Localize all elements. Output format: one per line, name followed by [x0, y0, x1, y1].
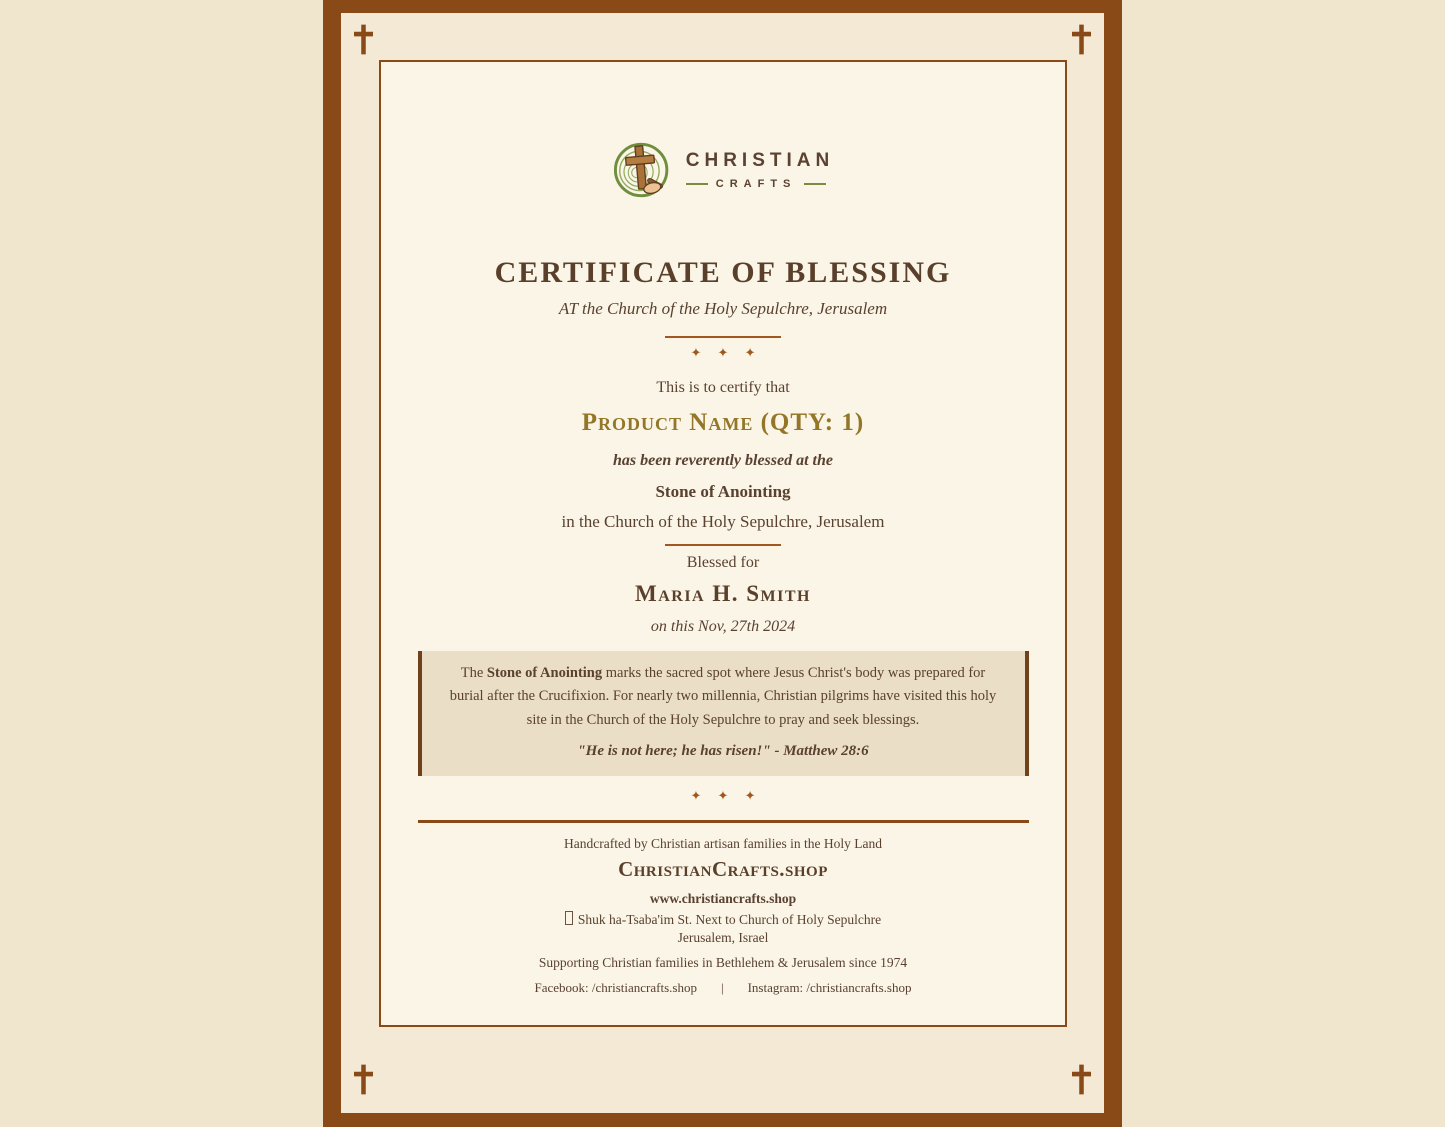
info-text-bold: Stone of Anointing: [486, 664, 603, 681]
corner-cross-bottom-right-icon: [1072, 1064, 1091, 1095]
bible-verse: "He is not here; he has risen!" - Matthew 28:6: [577, 743, 869, 760]
outer-brown-frame: [323, 0, 1122, 1127]
logo-wordmark: [686, 150, 834, 190]
diamond-ornament: ✦ ✦ ✦: [690, 789, 756, 805]
logo-brand-sub-label: CRAFTS: [715, 178, 797, 190]
corner-cross-top-left-icon: [354, 24, 373, 55]
certificate-subtitle: AT the Church of the Holy Sepulchre, Jerusalem: [558, 299, 888, 318]
divider-long: [418, 820, 1029, 823]
address-line-1-text: Shuk ha-Tsaba'im St. Next to Church of Holy Sepulchre: [577, 911, 882, 927]
inner-mat: [341, 13, 1104, 1113]
recipient-name: Maria H. Smith: [635, 580, 811, 606]
logo-brand-sub: [686, 178, 834, 190]
logo-cross-tree-ring-icon: [612, 140, 672, 200]
blessed-line: has been reverently blessed at the: [613, 451, 833, 469]
info-text-lead: The: [460, 664, 487, 681]
address-line-1: [381, 911, 1065, 929]
corner-cross-bottom-left-icon: [354, 1064, 373, 1095]
certificate-title: CERTIFICATE OF BLESSING: [494, 256, 952, 289]
info-box-paragraph: [446, 662, 1001, 732]
christian-crafts-logo: [381, 140, 1065, 200]
location-name: Stone of Anointing: [655, 481, 791, 501]
instagram-handle: Instagram: /christiancrafts.shop: [747, 980, 912, 996]
logo-brand-name: CHRISTIAN: [685, 150, 835, 171]
address-line-2: Jerusalem, Israel: [677, 930, 769, 946]
corner-cross-top-right-icon: [1072, 24, 1091, 55]
logo-dash-right: [804, 183, 826, 185]
website-url: www.christiancrafts.shop: [649, 890, 797, 906]
logo-dash-left: [686, 183, 708, 185]
info-box: [418, 651, 1029, 777]
blessed-for-label: Blessed for: [686, 553, 760, 571]
location-detail: in the Church of the Holy Sepulchre, Jerusalem: [561, 511, 885, 531]
social-line: [381, 980, 1065, 996]
footer-brand: ChristianCrafts.shop: [618, 856, 828, 881]
certificate-panel: [379, 60, 1067, 1027]
facebook-handle: Facebook: /christiancrafts.shop: [534, 980, 697, 996]
info-text-rest: marks the sacred spot where Jesus Christ's body was prepared for burial after the Crucifixion. For nearly two millennia, Christian pilgrims have visited this holy site in the Church of the Holy Sepulchre to pray and seek blessings.: [449, 664, 997, 728]
diamond-ornament: ✦ ✦ ✦: [690, 346, 756, 361]
missing-glyph-icon: [565, 911, 573, 925]
blessing-date: on this Nov, 27th 2024: [650, 617, 796, 635]
handcrafted-line: Handcrafted by Christian artisan families in the Holy Land: [564, 835, 882, 851]
divider-short: [665, 336, 781, 338]
product-name: Product Name (QTY: 1): [581, 408, 865, 436]
certify-line: This is to certify that: [656, 378, 790, 396]
divider-short: [665, 544, 781, 546]
social-separator: |: [720, 980, 724, 996]
supporting-line: Supporting Christian families in Bethlehem & Jerusalem since 1974: [538, 955, 908, 971]
